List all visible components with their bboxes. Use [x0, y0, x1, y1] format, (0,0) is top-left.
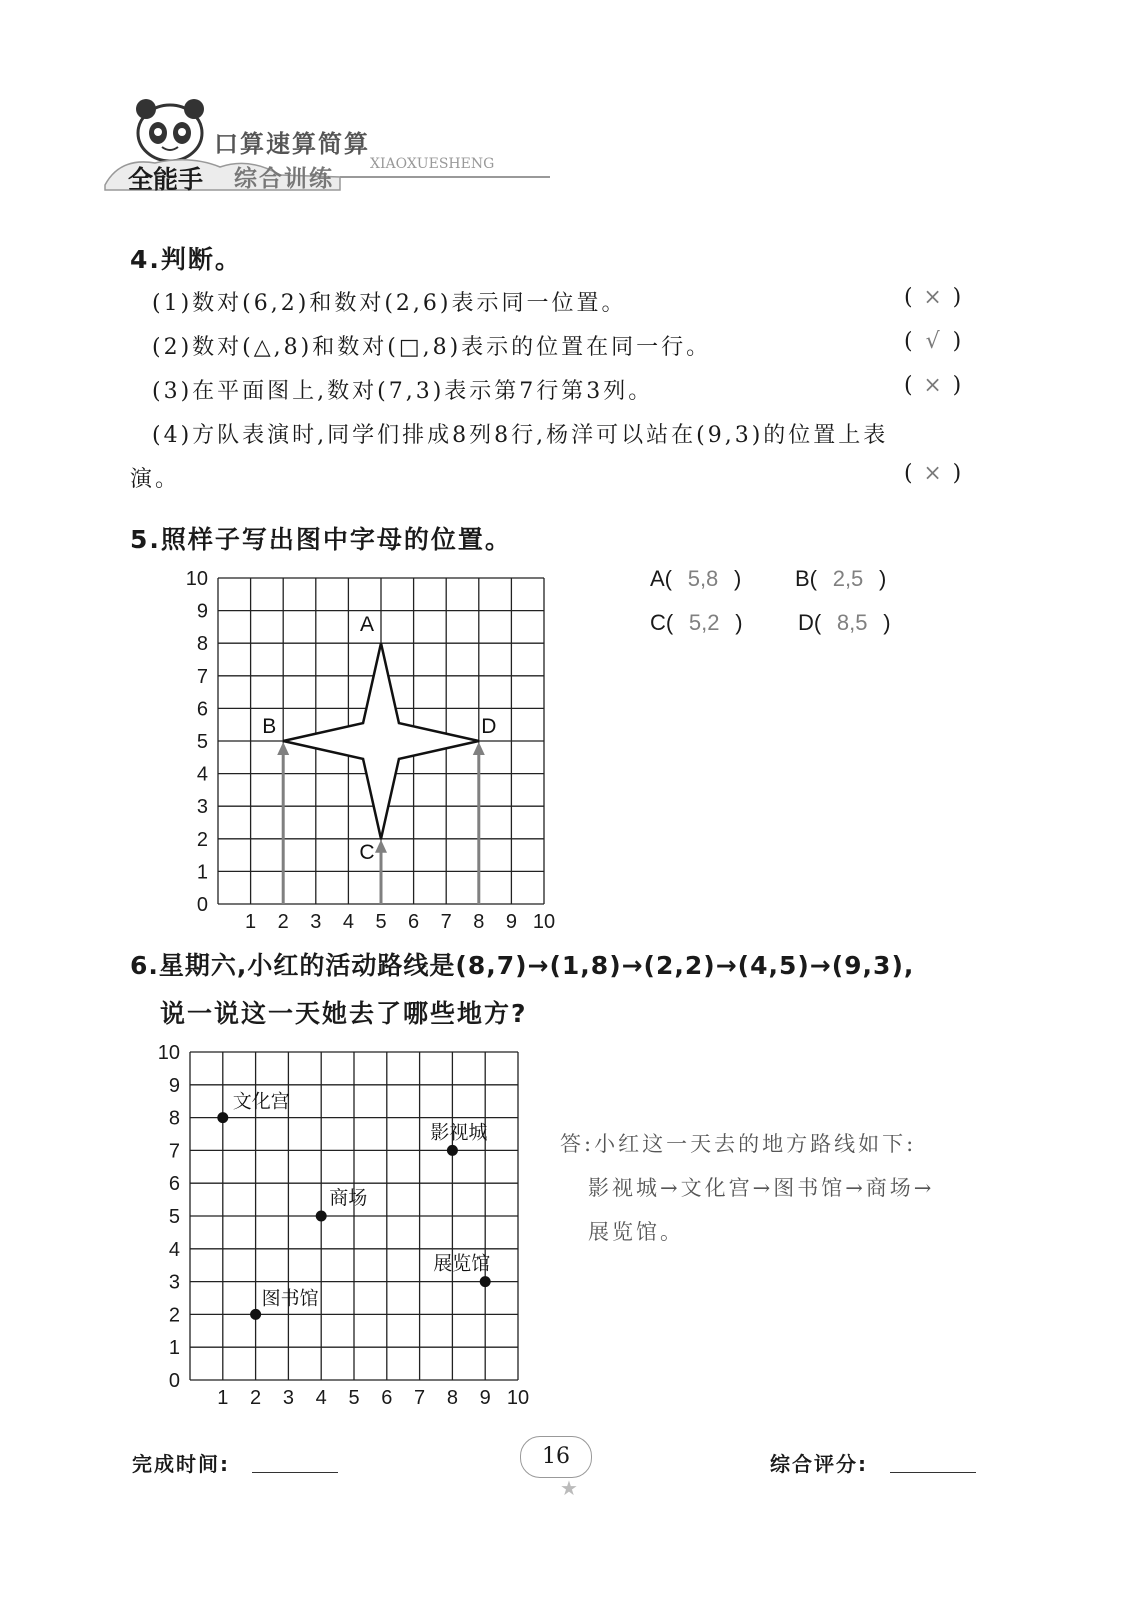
q4-answer-3: ( × ) — [904, 373, 962, 398]
q5-xtick: 2 — [277, 911, 289, 933]
q5-answer-b-value: 2,5 — [832, 566, 864, 591]
q6-place-dot — [447, 1145, 458, 1156]
q6-answer-line2: 影视城→文化宫→图书馆→商场→ — [588, 1176, 935, 1200]
q6-ytick: 7 — [168, 1140, 180, 1163]
q6-xtick: 9 — [479, 1387, 491, 1409]
q6-xtick: 5 — [348, 1387, 360, 1409]
q5-answer-d-label: D( — [798, 610, 822, 635]
q5-answer-a-close: ) — [734, 566, 742, 591]
q5-answer-d-close: ) — [883, 610, 891, 635]
q5-ytick: 6 — [196, 698, 208, 721]
q6-place-label: 展览馆 — [433, 1253, 491, 1275]
q5-arrow-head — [277, 742, 289, 755]
q6-place-label: 商场 — [329, 1188, 368, 1209]
q6-xtick: 4 — [315, 1387, 327, 1409]
q6-place-dot — [480, 1276, 491, 1287]
q5-answer-a-label: A( — [650, 566, 672, 591]
q5-xtick: 7 — [440, 911, 452, 933]
completion-time-label: 完成时间: — [132, 1452, 230, 1476]
q6-ytick: 3 — [168, 1271, 180, 1294]
q5-ytick: 5 — [196, 731, 208, 753]
q6-place-label: 文化宫 — [232, 1091, 290, 1113]
q5-grid — [180, 560, 580, 940]
q4-item-4-cont: 演。 — [130, 467, 181, 492]
q5-arrow-head — [473, 742, 485, 755]
q5-answer-b-close: ) — [879, 566, 887, 591]
q5-point-label: B — [262, 715, 277, 738]
q5-ytick: 0 — [196, 894, 208, 916]
q5-answer-b-label: B( — [795, 566, 817, 591]
q4-answer-2-value: √ — [925, 329, 940, 354]
page-number: 16 — [542, 1444, 570, 1469]
q6-grid — [150, 1040, 550, 1420]
q5-arrow-head — [375, 840, 387, 853]
q5-answer-d-value: 8,5 — [836, 610, 868, 635]
q6-answer-line1: 答:小红这一天去的地方路线如下: — [560, 1132, 917, 1156]
page-number-badge — [520, 1436, 592, 1478]
q4-answer-1: ( × ) — [904, 285, 962, 310]
q6-xtick: 8 — [446, 1387, 458, 1409]
q5-point-label: A — [359, 613, 375, 637]
q6-ytick: 2 — [168, 1304, 180, 1327]
q6-place-label: 影视城 — [430, 1122, 488, 1144]
q5-answer-a-value: 5,8 — [687, 566, 719, 591]
overall-score-label: 综合评分: — [770, 1452, 868, 1476]
q6-answer — [560, 1122, 990, 1254]
sub-title: 综合训练 — [234, 166, 334, 192]
pinyin-title: XIAOXUESHENG — [370, 156, 495, 172]
brand-title: 全能手 — [128, 165, 204, 194]
q5-star-shape — [283, 643, 479, 839]
q6-xtick: 10 — [506, 1387, 530, 1409]
q6-place-dot — [217, 1112, 228, 1123]
q5-ytick: 1 — [196, 861, 208, 884]
q5-ytick: 4 — [196, 763, 208, 786]
q6-ytick: 6 — [168, 1173, 180, 1196]
q4-answer-4-value: × — [923, 461, 942, 486]
q5-ytick: 3 — [196, 796, 208, 819]
q5-point-label: C — [359, 840, 375, 864]
q5-answer-b — [795, 566, 886, 592]
q5-xtick: 4 — [342, 911, 354, 933]
q4-item-1: (1)数对(6,2)和数对(2,6)表示同一位置。 — [152, 291, 627, 316]
q6-place-dot — [250, 1309, 261, 1320]
q4-answer-1-value: × — [923, 285, 942, 310]
q5-ytick: 7 — [196, 665, 208, 688]
q6-ytick: 0 — [168, 1370, 180, 1392]
q5-answer-a — [650, 566, 741, 592]
q6-xtick: 1 — [217, 1387, 229, 1409]
q6-ytick: 10 — [157, 1042, 180, 1064]
q4-item-3: (3)在平面图上,数对(7,3)表示第7行第3列。 — [152, 379, 654, 404]
q5-answer-c — [650, 610, 743, 636]
overall-score-blank — [890, 1472, 976, 1473]
q6-xtick: 3 — [282, 1387, 294, 1409]
q6-ytick: 5 — [168, 1206, 180, 1228]
q5-ytick: 10 — [185, 568, 208, 590]
q5-point-label: D — [481, 715, 497, 738]
q6-xtick: 2 — [250, 1387, 262, 1409]
q5-ytick: 2 — [196, 828, 208, 851]
q6-title-line1: 6.星期六,小红的活动路线是(8,7)→(1,8)→(2,2)→(4,5)→(9,3), — [130, 951, 915, 980]
q6-title-line2: 说一说这一天她去了哪些地方? — [160, 999, 528, 1028]
q5-xtick: 5 — [375, 911, 387, 933]
q5-answer-c-value: 5,2 — [688, 610, 720, 635]
q6-answer-line3: 展览馆。 — [588, 1220, 684, 1244]
q6-ytick: 9 — [168, 1074, 180, 1097]
q6-xtick: 7 — [414, 1387, 426, 1409]
q5-xtick: 8 — [473, 911, 485, 933]
series-title: 口算速算简算 — [214, 130, 370, 158]
q5-answer-c-label: C( — [650, 610, 674, 635]
q4-item-2: (2)数对(△,8)和数对(□,8)表示的位置在同一行。 — [152, 335, 712, 360]
q6-place-label: 图书馆 — [261, 1288, 319, 1310]
q5-title: 5.照样子写出图中字母的位置。 — [130, 525, 512, 554]
q5-answer-d — [798, 610, 891, 636]
q5-xtick: 1 — [245, 911, 257, 933]
star-icon: ★ — [560, 1476, 578, 1500]
q5-ytick: 9 — [196, 600, 208, 623]
q4-answer-3-value: × — [923, 373, 942, 398]
q6-ytick: 8 — [168, 1107, 180, 1130]
q5-xtick: 6 — [408, 911, 420, 933]
q5-xtick: 9 — [505, 911, 517, 933]
q5-ytick: 8 — [196, 633, 208, 656]
q6-place-dot — [316, 1211, 327, 1222]
q6-ytick: 1 — [168, 1337, 180, 1360]
q4-answer-4: ( × ) — [904, 461, 962, 486]
q5-xtick: 3 — [310, 911, 322, 933]
q5-answer-c-close: ) — [735, 610, 743, 635]
q4-item-4: (4)方队表演时,同学们排成8列8行,杨洋可以站在(9,3)的位置上表 — [152, 423, 889, 448]
completion-time-blank — [252, 1472, 338, 1473]
q4-title: 4.判断。 — [130, 245, 242, 274]
q6-xtick: 6 — [381, 1387, 393, 1409]
q4-answer-2: ( √ ) — [904, 329, 962, 354]
q6-ytick: 4 — [168, 1238, 180, 1261]
q5-xtick: 10 — [532, 911, 556, 933]
